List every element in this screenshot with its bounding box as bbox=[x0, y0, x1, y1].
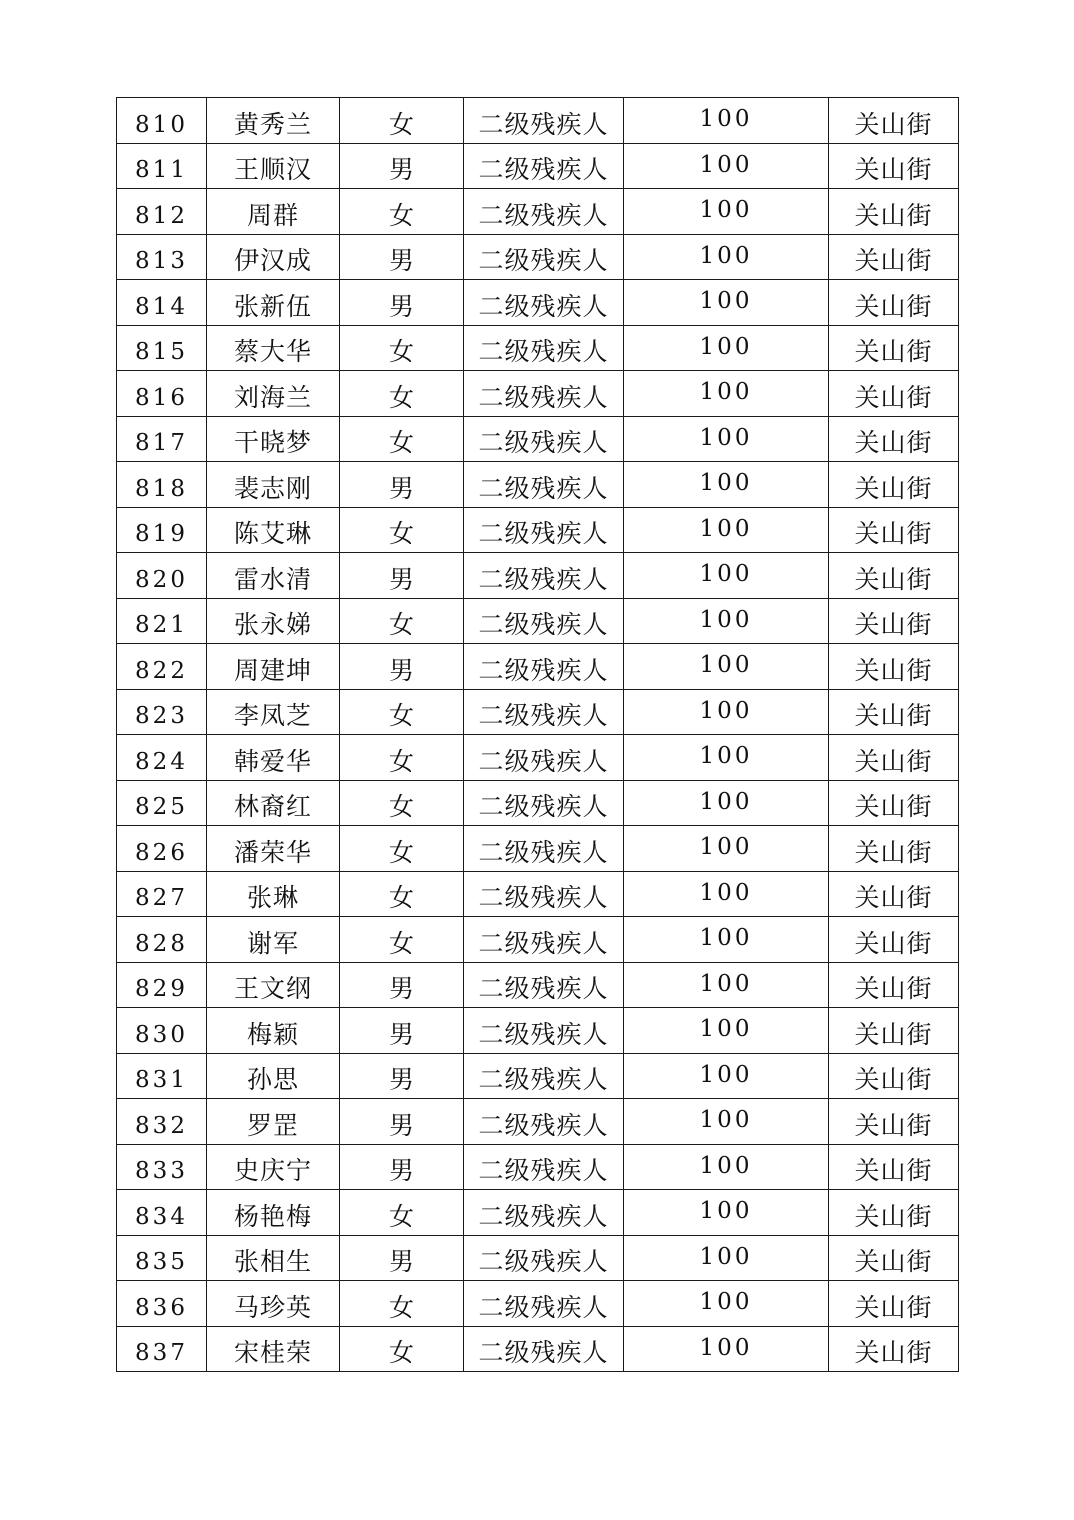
disability-level: 二级残疾人 bbox=[464, 234, 624, 280]
table-row bbox=[117, 780, 959, 826]
disability-level: 二级残疾人 bbox=[464, 1008, 624, 1054]
row-number: 816 bbox=[117, 371, 207, 417]
gender-cell: 女 bbox=[340, 826, 464, 872]
amount-cell: 100 bbox=[624, 1099, 829, 1145]
row-number: 823 bbox=[117, 689, 207, 735]
table-row bbox=[117, 1326, 959, 1372]
street-cell: 关山街 bbox=[829, 1235, 959, 1281]
gender-cell: 女 bbox=[340, 735, 464, 781]
table-row bbox=[117, 507, 959, 553]
disability-level: 二级残疾人 bbox=[464, 1190, 624, 1236]
row-number: 813 bbox=[117, 234, 207, 280]
row-number: 831 bbox=[117, 1053, 207, 1099]
street-cell: 关山街 bbox=[829, 598, 959, 644]
person-name: 陈艾琳 bbox=[207, 507, 340, 553]
disability-level: 二级残疾人 bbox=[464, 1281, 624, 1327]
table-row bbox=[117, 189, 959, 235]
row-number: 821 bbox=[117, 598, 207, 644]
gender-cell: 男 bbox=[340, 1144, 464, 1190]
gender-cell: 男 bbox=[340, 234, 464, 280]
gender-cell: 男 bbox=[340, 1053, 464, 1099]
amount-cell: 100 bbox=[624, 98, 829, 144]
street-cell: 关山街 bbox=[829, 917, 959, 963]
street-cell: 关山街 bbox=[829, 1326, 959, 1372]
disability-level: 二级残疾人 bbox=[464, 1099, 624, 1145]
person-name: 伊汉成 bbox=[207, 234, 340, 280]
row-number: 826 bbox=[117, 826, 207, 872]
table-row bbox=[117, 1008, 959, 1054]
amount-cell: 100 bbox=[624, 325, 829, 371]
row-number: 837 bbox=[117, 1326, 207, 1372]
street-cell: 关山街 bbox=[829, 280, 959, 326]
table-row bbox=[117, 1053, 959, 1099]
street-cell: 关山街 bbox=[829, 689, 959, 735]
street-cell: 关山街 bbox=[829, 1099, 959, 1145]
row-number: 825 bbox=[117, 780, 207, 826]
row-number: 812 bbox=[117, 189, 207, 235]
row-number: 833 bbox=[117, 1144, 207, 1190]
gender-cell: 男 bbox=[340, 1008, 464, 1054]
disability-level: 二级残疾人 bbox=[464, 371, 624, 417]
table-row bbox=[117, 1190, 959, 1236]
row-number: 810 bbox=[117, 98, 207, 144]
gender-cell: 女 bbox=[340, 1281, 464, 1327]
row-number: 819 bbox=[117, 507, 207, 553]
row-number: 828 bbox=[117, 917, 207, 963]
gender-cell: 男 bbox=[340, 1235, 464, 1281]
person-name: 李凤芝 bbox=[207, 689, 340, 735]
row-number: 835 bbox=[117, 1235, 207, 1281]
gender-cell: 男 bbox=[340, 553, 464, 599]
disability-level: 二级残疾人 bbox=[464, 325, 624, 371]
amount-cell: 100 bbox=[624, 871, 829, 917]
amount-cell: 100 bbox=[624, 416, 829, 462]
person-name: 潘荣华 bbox=[207, 826, 340, 872]
disability-level: 二级残疾人 bbox=[464, 143, 624, 189]
row-number: 830 bbox=[117, 1008, 207, 1054]
gender-cell: 女 bbox=[340, 325, 464, 371]
gender-cell: 男 bbox=[340, 280, 464, 326]
person-name: 罗罡 bbox=[207, 1099, 340, 1145]
row-number: 834 bbox=[117, 1190, 207, 1236]
amount-cell: 100 bbox=[624, 280, 829, 326]
disability-level: 二级残疾人 bbox=[464, 1144, 624, 1190]
amount-cell: 100 bbox=[624, 962, 829, 1008]
disability-level: 二级残疾人 bbox=[464, 553, 624, 599]
row-number: 820 bbox=[117, 553, 207, 599]
person-name: 孙思 bbox=[207, 1053, 340, 1099]
street-cell: 关山街 bbox=[829, 826, 959, 872]
person-name: 王顺汉 bbox=[207, 143, 340, 189]
table-row bbox=[117, 1281, 959, 1327]
amount-cell: 100 bbox=[624, 826, 829, 872]
disability-level: 二级残疾人 bbox=[464, 826, 624, 872]
street-cell: 关山街 bbox=[829, 416, 959, 462]
table-row bbox=[117, 98, 959, 144]
table-row bbox=[117, 280, 959, 326]
street-cell: 关山街 bbox=[829, 735, 959, 781]
row-number: 818 bbox=[117, 462, 207, 508]
gender-cell: 女 bbox=[340, 689, 464, 735]
amount-cell: 100 bbox=[624, 371, 829, 417]
table-row bbox=[117, 1235, 959, 1281]
amount-cell: 100 bbox=[624, 1281, 829, 1327]
table-row bbox=[117, 689, 959, 735]
table-row bbox=[117, 644, 959, 690]
gender-cell: 男 bbox=[340, 1099, 464, 1145]
street-cell: 关山街 bbox=[829, 234, 959, 280]
table-row bbox=[117, 371, 959, 417]
person-name: 韩爱华 bbox=[207, 735, 340, 781]
amount-cell: 100 bbox=[624, 1190, 829, 1236]
street-cell: 关山街 bbox=[829, 189, 959, 235]
street-cell: 关山街 bbox=[829, 553, 959, 599]
table-row bbox=[117, 143, 959, 189]
street-cell: 关山街 bbox=[829, 143, 959, 189]
table-row bbox=[117, 598, 959, 644]
row-number: 817 bbox=[117, 416, 207, 462]
gender-cell: 女 bbox=[340, 598, 464, 644]
amount-cell: 100 bbox=[624, 189, 829, 235]
amount-cell: 100 bbox=[624, 1053, 829, 1099]
person-name: 杨艳梅 bbox=[207, 1190, 340, 1236]
gender-cell: 男 bbox=[340, 143, 464, 189]
disability-level: 二级残疾人 bbox=[464, 1053, 624, 1099]
gender-cell: 女 bbox=[340, 1190, 464, 1236]
street-cell: 关山街 bbox=[829, 1008, 959, 1054]
street-cell: 关山街 bbox=[829, 780, 959, 826]
gender-cell: 女 bbox=[340, 189, 464, 235]
street-cell: 关山街 bbox=[829, 507, 959, 553]
person-name: 谢军 bbox=[207, 917, 340, 963]
person-name: 张新伍 bbox=[207, 280, 340, 326]
disability-level: 二级残疾人 bbox=[464, 871, 624, 917]
row-number: 832 bbox=[117, 1099, 207, 1145]
person-name: 林裔红 bbox=[207, 780, 340, 826]
gender-cell: 女 bbox=[340, 98, 464, 144]
person-name: 张琳 bbox=[207, 871, 340, 917]
amount-cell: 100 bbox=[624, 1144, 829, 1190]
person-name: 梅颖 bbox=[207, 1008, 340, 1054]
disability-level: 二级残疾人 bbox=[464, 1326, 624, 1372]
person-name: 史庆宁 bbox=[207, 1144, 340, 1190]
person-name: 干晓梦 bbox=[207, 416, 340, 462]
person-name: 裴志刚 bbox=[207, 462, 340, 508]
amount-cell: 100 bbox=[624, 1235, 829, 1281]
street-cell: 关山街 bbox=[829, 98, 959, 144]
table-row bbox=[117, 735, 959, 781]
street-cell: 关山街 bbox=[829, 462, 959, 508]
street-cell: 关山街 bbox=[829, 1190, 959, 1236]
disability-level: 二级残疾人 bbox=[464, 416, 624, 462]
table-row bbox=[117, 962, 959, 1008]
row-number: 815 bbox=[117, 325, 207, 371]
table-row bbox=[117, 1099, 959, 1145]
disability-level: 二级残疾人 bbox=[464, 507, 624, 553]
gender-cell: 男 bbox=[340, 962, 464, 1008]
table-row bbox=[117, 917, 959, 963]
gender-cell: 女 bbox=[340, 871, 464, 917]
table-row bbox=[117, 1144, 959, 1190]
table-body bbox=[117, 98, 959, 1372]
gender-cell: 女 bbox=[340, 371, 464, 417]
gender-cell: 男 bbox=[340, 462, 464, 508]
table-row bbox=[117, 871, 959, 917]
person-name: 周群 bbox=[207, 189, 340, 235]
row-number: 811 bbox=[117, 143, 207, 189]
gender-cell: 女 bbox=[340, 780, 464, 826]
amount-cell: 100 bbox=[624, 780, 829, 826]
recipient-table bbox=[116, 97, 959, 1372]
amount-cell: 100 bbox=[624, 462, 829, 508]
gender-cell: 男 bbox=[340, 644, 464, 690]
amount-cell: 100 bbox=[624, 143, 829, 189]
amount-cell: 100 bbox=[624, 553, 829, 599]
disability-level: 二级残疾人 bbox=[464, 689, 624, 735]
street-cell: 关山街 bbox=[829, 644, 959, 690]
person-name: 周建坤 bbox=[207, 644, 340, 690]
row-number: 822 bbox=[117, 644, 207, 690]
disability-level: 二级残疾人 bbox=[464, 98, 624, 144]
disability-level: 二级残疾人 bbox=[464, 780, 624, 826]
gender-cell: 女 bbox=[340, 917, 464, 963]
amount-cell: 100 bbox=[624, 917, 829, 963]
amount-cell: 100 bbox=[624, 1008, 829, 1054]
street-cell: 关山街 bbox=[829, 962, 959, 1008]
table-row bbox=[117, 826, 959, 872]
person-name: 蔡大华 bbox=[207, 325, 340, 371]
amount-cell: 100 bbox=[624, 1326, 829, 1372]
person-name: 张相生 bbox=[207, 1235, 340, 1281]
table-row bbox=[117, 462, 959, 508]
row-number: 836 bbox=[117, 1281, 207, 1327]
amount-cell: 100 bbox=[624, 644, 829, 690]
disability-level: 二级残疾人 bbox=[464, 280, 624, 326]
amount-cell: 100 bbox=[624, 507, 829, 553]
row-number: 814 bbox=[117, 280, 207, 326]
person-name: 雷水清 bbox=[207, 553, 340, 599]
table-row bbox=[117, 325, 959, 371]
row-number: 829 bbox=[117, 962, 207, 1008]
amount-cell: 100 bbox=[624, 598, 829, 644]
gender-cell: 女 bbox=[340, 416, 464, 462]
person-name: 刘海兰 bbox=[207, 371, 340, 417]
person-name: 王文纲 bbox=[207, 962, 340, 1008]
gender-cell: 女 bbox=[340, 507, 464, 553]
street-cell: 关山街 bbox=[829, 371, 959, 417]
disability-level: 二级残疾人 bbox=[464, 598, 624, 644]
person-name: 宋桂荣 bbox=[207, 1326, 340, 1372]
disability-level: 二级残疾人 bbox=[464, 917, 624, 963]
amount-cell: 100 bbox=[624, 735, 829, 781]
disability-level: 二级残疾人 bbox=[464, 189, 624, 235]
amount-cell: 100 bbox=[624, 689, 829, 735]
amount-cell: 100 bbox=[624, 234, 829, 280]
row-number: 824 bbox=[117, 735, 207, 781]
gender-cell: 女 bbox=[340, 1326, 464, 1372]
street-cell: 关山街 bbox=[829, 1281, 959, 1327]
person-name: 黄秀兰 bbox=[207, 98, 340, 144]
person-name: 马珍英 bbox=[207, 1281, 340, 1327]
row-number: 827 bbox=[117, 871, 207, 917]
table-row bbox=[117, 234, 959, 280]
table-row bbox=[117, 553, 959, 599]
street-cell: 关山街 bbox=[829, 1144, 959, 1190]
table-row bbox=[117, 416, 959, 462]
street-cell: 关山街 bbox=[829, 871, 959, 917]
street-cell: 关山街 bbox=[829, 1053, 959, 1099]
disability-level: 二级残疾人 bbox=[464, 962, 624, 1008]
disability-level: 二级残疾人 bbox=[464, 644, 624, 690]
disability-level: 二级残疾人 bbox=[464, 462, 624, 508]
disability-level: 二级残疾人 bbox=[464, 1235, 624, 1281]
street-cell: 关山街 bbox=[829, 325, 959, 371]
disability-level: 二级残疾人 bbox=[464, 735, 624, 781]
person-name: 张永娣 bbox=[207, 598, 340, 644]
